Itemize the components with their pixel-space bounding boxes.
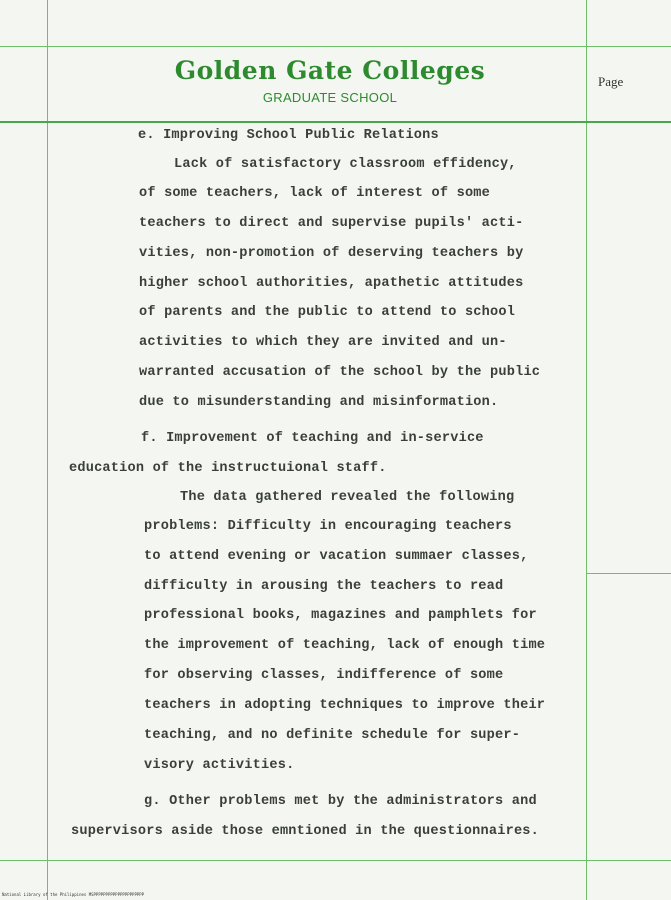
text-line: activities to which they are invited and un- — [139, 335, 507, 350]
text-line: The data gathered revealed the following — [180, 490, 515, 505]
text-line: to attend evening or vacation summaer classes, — [144, 549, 529, 564]
text-line: the improvement of teaching, lack of enough time — [144, 638, 546, 653]
text-line: g. Other problems met by the administrators and — [144, 794, 537, 809]
text-line: teaching, and no definite schedule for super- — [144, 728, 521, 743]
text-line: supervisors aside those emntioned in the questionnaires. — [71, 824, 540, 839]
text-line: e. Improving School Public Relations — [138, 128, 439, 143]
text-line: higher school authorities, apathetic attitudes — [139, 276, 524, 291]
text-line: education of the instructuional staff. — [69, 461, 387, 476]
top-rule — [0, 46, 671, 47]
text-line: of parents and the public to attend to school — [139, 305, 516, 320]
right-column-rule — [586, 573, 671, 574]
text-line: of some teachers, lack of interest of some — [139, 186, 491, 201]
right-margin-rule — [586, 0, 587, 900]
text-line: teachers in adopting techniques to improve their — [144, 698, 546, 713]
text-line: problems: Difficulty in encouraging teachers — [144, 519, 512, 534]
text-line: due to misunderstanding and misinformation. — [139, 395, 499, 410]
text-line: vities, non-promotion of deserving teachers by — [139, 246, 524, 261]
header-bottom-rule — [0, 121, 671, 123]
text-line: teachers to direct and supervise pupils' acti- — [139, 216, 524, 231]
text-line: professional books, magazines and pamphlets for — [144, 608, 537, 623]
text-line: for observing classes, indifference of some — [144, 668, 504, 683]
text-line: Lack of satisfactory classroom effidency, — [174, 157, 517, 172]
page-label: Page — [598, 74, 624, 89]
left-margin-rule — [47, 0, 48, 900]
scan-footer: National Library of the Philippines MSPPPPPPPPPPPPPPPPPPPPP — [2, 892, 145, 897]
bottom-rule — [0, 860, 671, 861]
text-line: f. Improvement of teaching and in-service — [141, 431, 484, 446]
text-line: visory activities. — [144, 758, 295, 773]
college-title: Golden Gate Colleges — [174, 56, 486, 85]
school-subtitle: GRADUATE SCHOOL — [262, 90, 398, 105]
text-line: warranted accusation of the school by the public — [139, 365, 541, 380]
text-line: difficulty in arousing the teachers to read — [144, 579, 504, 594]
